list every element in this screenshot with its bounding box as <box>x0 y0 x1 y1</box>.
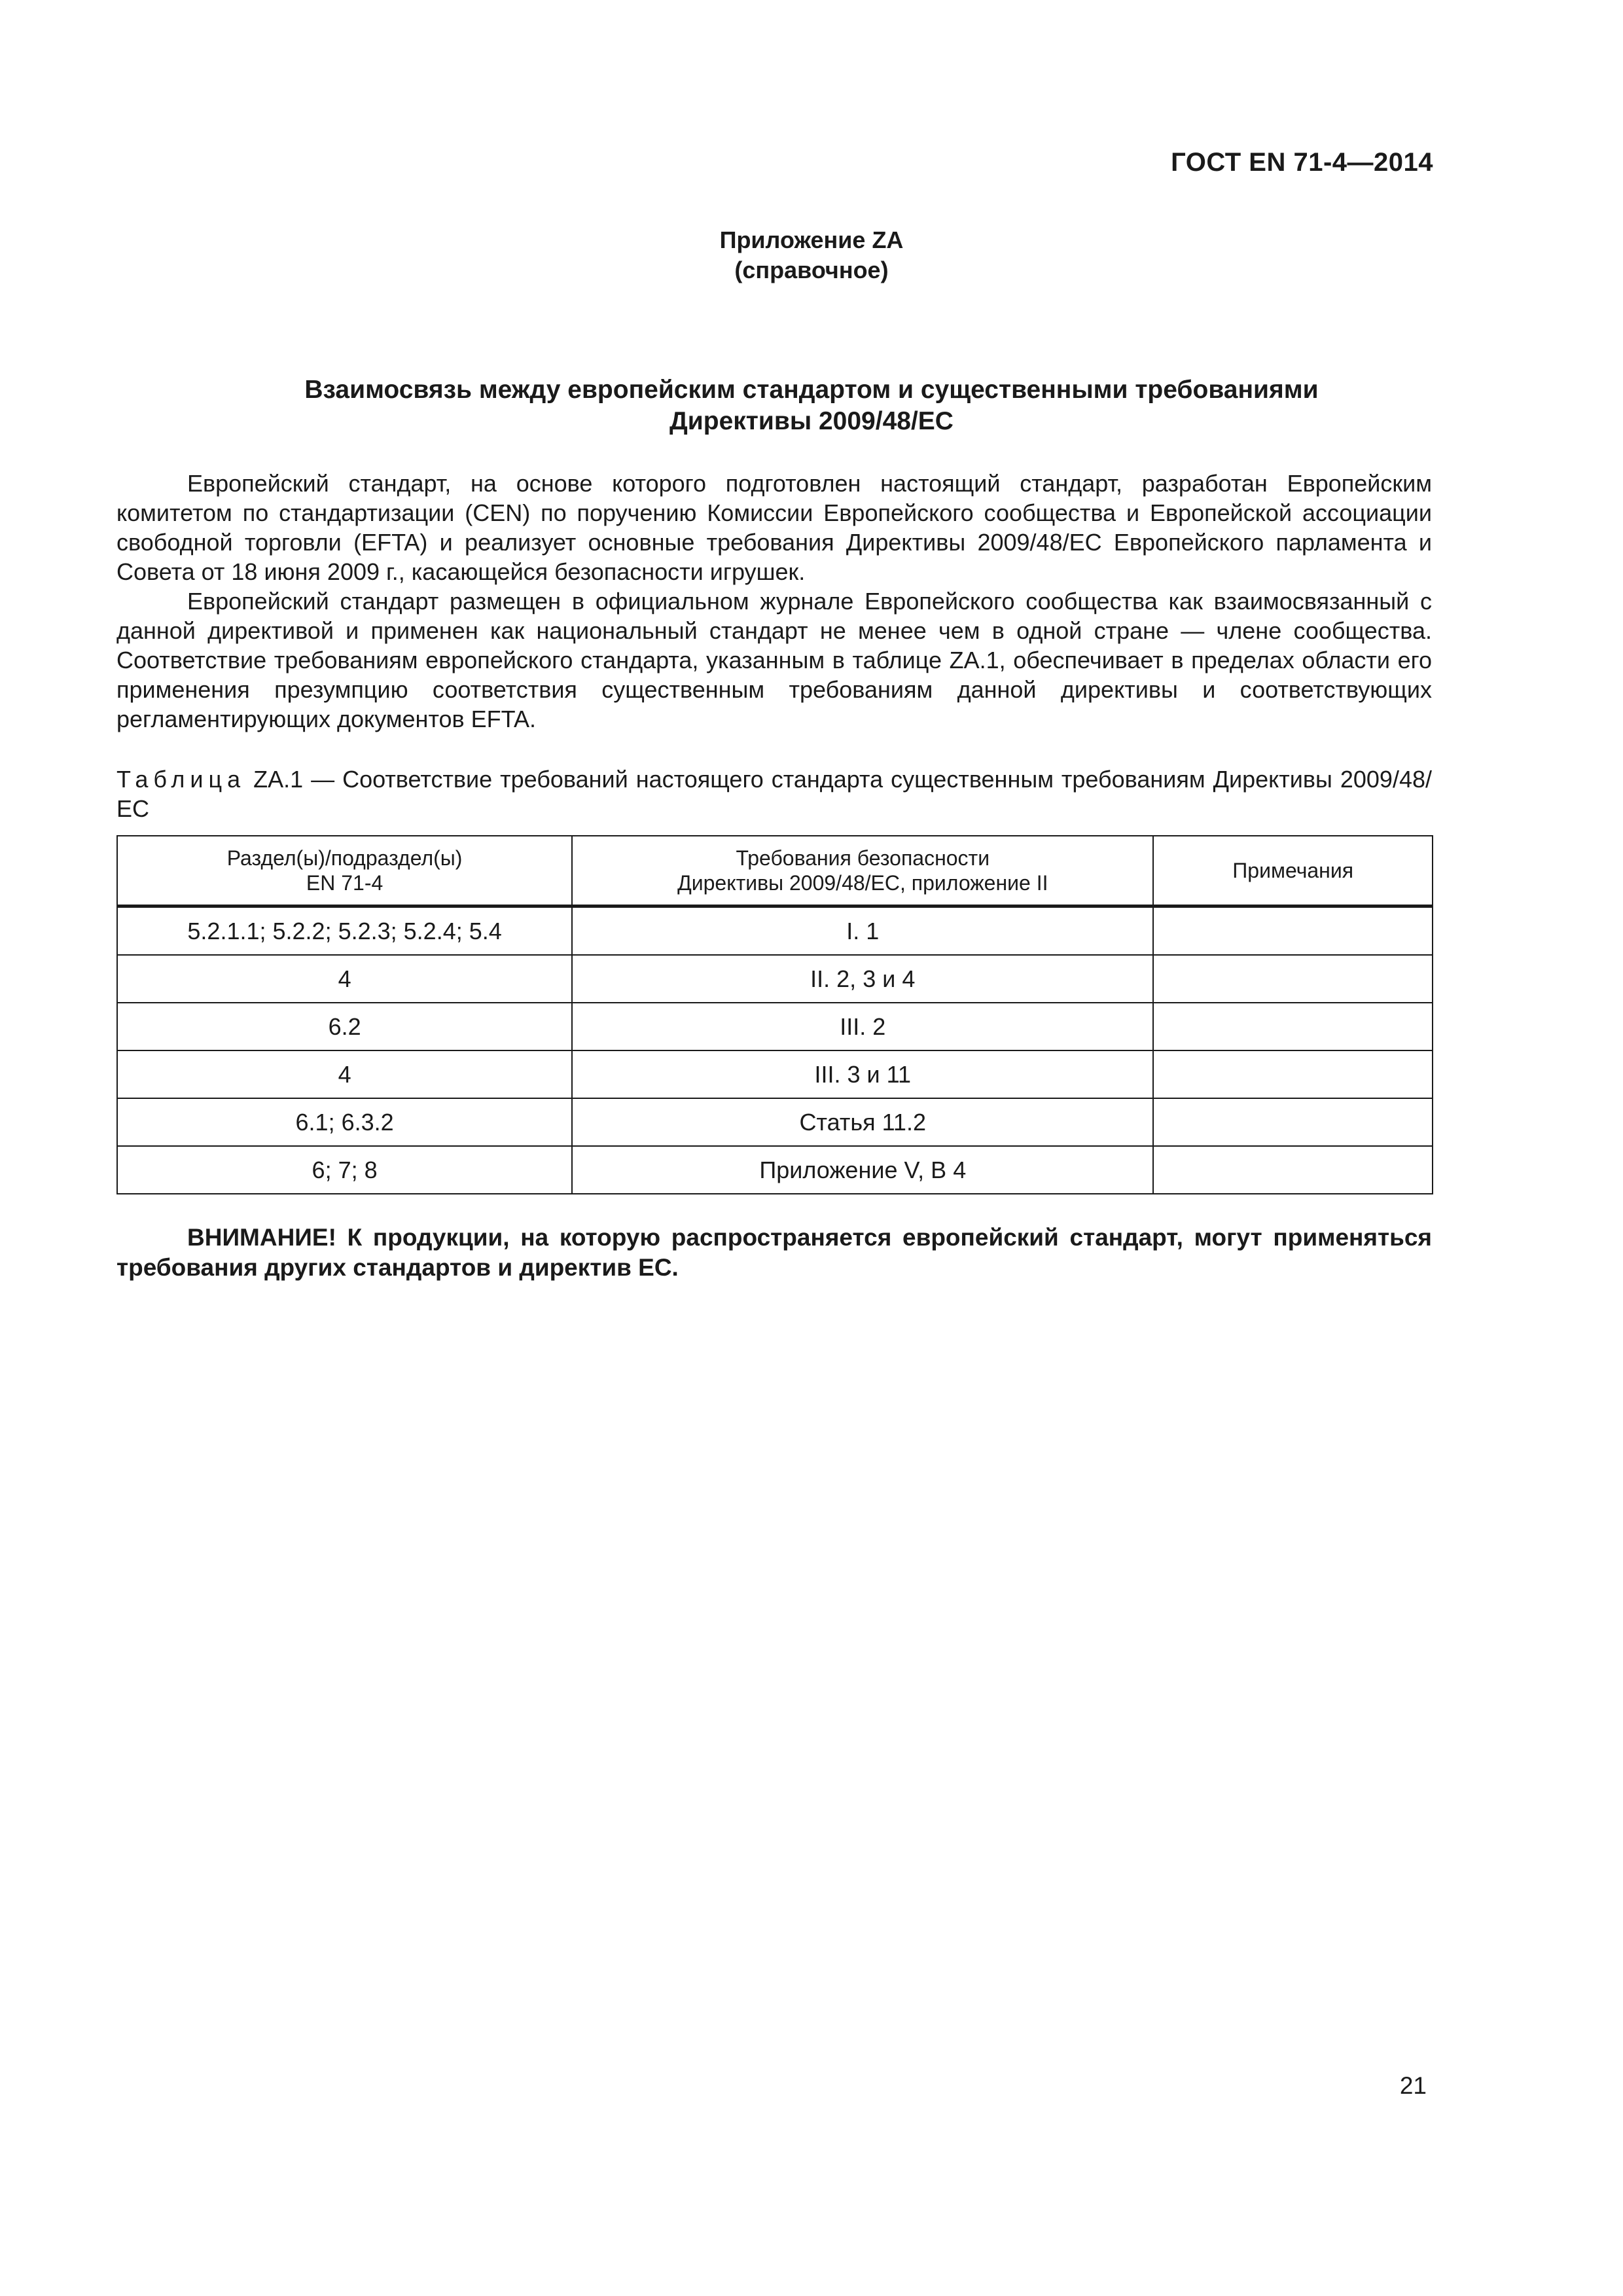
cell-notes <box>1153 1098 1433 1146</box>
document-code: ГОСТ EN 71-4—2014 <box>1171 148 1433 177</box>
cell-section: 6.2 <box>117 1003 572 1050</box>
table-row <box>117 1098 1433 1146</box>
paragraph: Европейский стандарт размещен в официальном журнале Европейского сообщества как взаимосвязанный с данной директивой и применен как национальный стандарт не менее чем в одной стране — члене сообщества. Соответствие требованиям европейского стандарта, указанным в таблице ZA.1, обеспечивает в пределах области его применения презумпцию соответствия существенным требованиям данной директивы и соответствующих регламентирующих документов EFTA. <box>116 588 1432 732</box>
table-caption-text: ZA.1 — Соответствие требований настоящего стандарта существенным требованиям Директивы 2009/48/ЕС <box>116 766 1432 822</box>
table-row <box>117 1050 1433 1098</box>
section-title-line-1: Взаимосвязь между европейским стандартом и существенными требованиями <box>304 376 1319 404</box>
cell-notes <box>1153 1003 1433 1050</box>
paragraph: Европейский стандарт, на основе которого подготовлен настоящий стандарт, разработан Европейским комитетом по стандартизации (CEN) по поручению Комиссии Европейского сообщества и Европейской ассоциации свободной торговли (EFTA) и реализует основные требования Директивы 2009/48/ЕС Европейского парламента и Совета от 18 июня 2009 г., касающейся безопасности игрушек. <box>116 470 1432 585</box>
cell-requirement: Статья 11.2 <box>572 1098 1153 1146</box>
section-title-line-2: Директивы 2009/48/ЕС <box>669 407 954 435</box>
cell-requirement: II. 2, 3 и 4 <box>572 955 1153 1003</box>
cell-requirement: Приложение V, B 4 <box>572 1146 1153 1194</box>
table-row <box>117 906 1433 956</box>
cell-requirement: III. 2 <box>572 1003 1153 1050</box>
cell-notes <box>1153 955 1433 1003</box>
header-safety-requirements: Требования безопасности Директивы 2009/48/ЕС, приложение II <box>572 836 1153 906</box>
cell-section: 4 <box>117 1050 572 1098</box>
table-caption <box>116 764 1432 823</box>
cell-section: 6; 7; 8 <box>117 1146 572 1194</box>
cell-notes <box>1153 1050 1433 1098</box>
section-title <box>0 374 1623 437</box>
body-text <box>116 469 1432 734</box>
table-caption-label: Таблица <box>116 766 246 793</box>
header-notes: Примечания <box>1153 836 1433 906</box>
cell-section: 6.1; 6.3.2 <box>117 1098 572 1146</box>
annex-title: Приложение ZA <box>719 226 904 253</box>
table-row <box>117 955 1433 1003</box>
cell-section: 4 <box>117 955 572 1003</box>
cell-notes <box>1153 1146 1433 1194</box>
table-row <box>117 1003 1433 1050</box>
annex-status: (справочное) <box>734 257 889 283</box>
table-header-row <box>117 836 1433 906</box>
cell-notes <box>1153 906 1433 956</box>
warning-note: ВНИМАНИЕ! К продукции, на которую распространяется европейский стандарт, могут применяться требования других стандартов и директив ЕС. <box>116 1224 1432 1281</box>
cell-requirement: I. 1 <box>572 906 1153 956</box>
page-number: 21 <box>1399 2072 1427 2099</box>
cell-section: 5.2.1.1; 5.2.2; 5.2.3; 5.2.4; 5.4 <box>117 906 572 956</box>
requirements-table <box>116 835 1433 1194</box>
header-sections: Раздел(ы)/подраздел(ы) EN 71-4 <box>117 836 572 906</box>
table-row <box>117 1146 1433 1194</box>
cell-requirement: III. 3 и 11 <box>572 1050 1153 1098</box>
annex-heading <box>0 225 1623 285</box>
